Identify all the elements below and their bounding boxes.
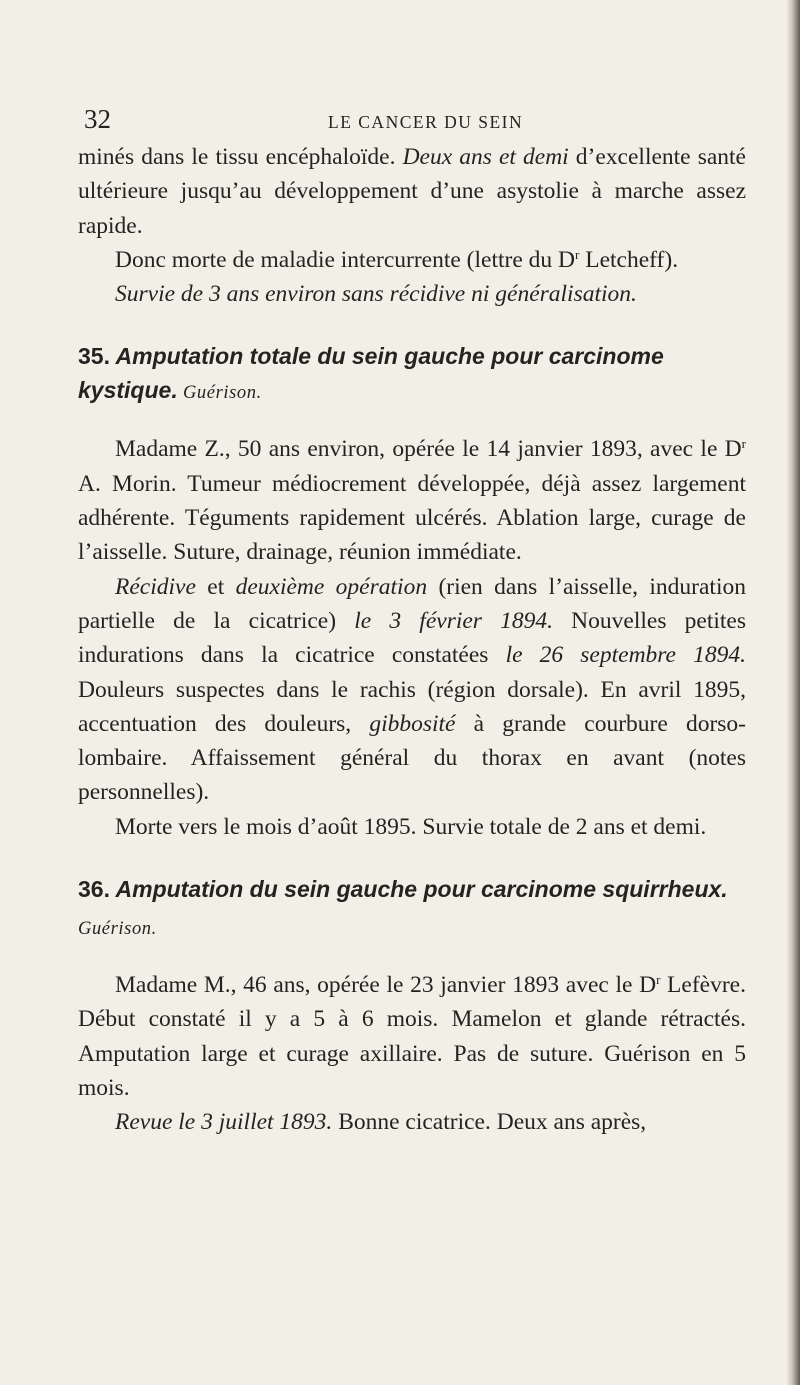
intro-paragraph-1	[78, 140, 746, 243]
italic-span: Revue le 3 juillet 1893.	[115, 1109, 333, 1136]
text-span: Bonne cicatrice. Deux ans après,	[332, 1109, 647, 1136]
case-35-paragraph-3: Morte vers le mois d’août 1895. Survie totale de 2 ans et demi.	[115, 813, 707, 840]
case-outcome: Guérison.	[78, 919, 157, 940]
running-title: LE CANCER DU SEIN	[328, 112, 524, 132]
text-span: Douleurs suspectes dans le rachis (région dorsale). En avril 1895, accentuation des douleurs,	[78, 676, 746, 737]
case-outcome: Guérison.	[177, 383, 262, 404]
case-title: Amputation du sein gauche pour carcinome squirrheux.	[109, 876, 728, 903]
case-36-paragraph-2	[78, 1105, 746, 1139]
italic-span: le 26 septembre 1894.	[505, 642, 746, 669]
case-number: 35.	[78, 343, 110, 370]
italic-span: gibbosité	[369, 710, 456, 737]
case-35-paragraph-2	[78, 570, 746, 810]
text-span: (rien dans l’aisselle, induration partielle de la cicatrice)	[78, 573, 746, 634]
case-35-heading	[78, 339, 746, 410]
text-span: Lefèvre. Début constaté il y a 5 à 6 mois. Mamelon et glande rétractés. Amputation large et curage axillaire. Pas de suture. Guérison en 5 mois.	[78, 972, 746, 1101]
italic-span: Récidive	[115, 573, 196, 600]
italic-span: deuxième opération	[235, 573, 428, 600]
text-span: d’excellente santé ultérieure jusqu’au développement d’une asystolie à marche assez rapide.	[78, 144, 746, 239]
intro-paragraph-2	[78, 243, 746, 277]
text-span: A. Morin. Tumeur médiocrement développée, déjà assez largement adhérente. Téguments rapidement ulcérés. Ablation large, curage de l’aisselle. Suture, drainage, réunion immédiate.	[78, 470, 746, 566]
italic-span: Deux ans et demi	[402, 144, 569, 170]
text-span: minés dans le tissu encéphaloïde.	[78, 144, 403, 170]
superscript: r	[575, 246, 580, 262]
case-title: Amputation totale du sein gauche pour carcinome kystique.	[78, 343, 664, 404]
superscript: r	[656, 972, 661, 988]
page-number: 32	[84, 104, 111, 134]
superscript: r	[741, 436, 746, 452]
intro-paragraph-3: Survie de 3 ans environ sans récidive ni généralisation.	[115, 281, 637, 308]
page-body	[78, 140, 746, 1140]
case-36-paragraph-1	[78, 968, 746, 1105]
text-span: Nouvelles petites indurations dans la cicatrice constatées	[78, 607, 746, 669]
text-span: Madame Z., 50 ans environ, opérée le 14 janvier 1893, avec le D	[115, 436, 742, 463]
italic-span: le 3 février 1894.	[354, 607, 553, 634]
text-span: Madame M., 46 ans, opérée le 23 janvier 1893 avec le D	[115, 972, 657, 999]
case-number: 36.	[78, 876, 110, 903]
case-35-paragraph-1	[78, 432, 746, 569]
page-edge-shadow	[786, 0, 800, 1385]
text-span: Letcheff).	[579, 246, 679, 273]
case-36-heading	[78, 872, 746, 946]
text-span: Donc morte de maladie intercurrente (lettre du D	[115, 246, 576, 273]
text-span: et	[195, 573, 236, 600]
text-span: à grande courbure dorso-lombaire. Affaissement général du thorax en avant (notes personnelles).	[78, 710, 746, 806]
